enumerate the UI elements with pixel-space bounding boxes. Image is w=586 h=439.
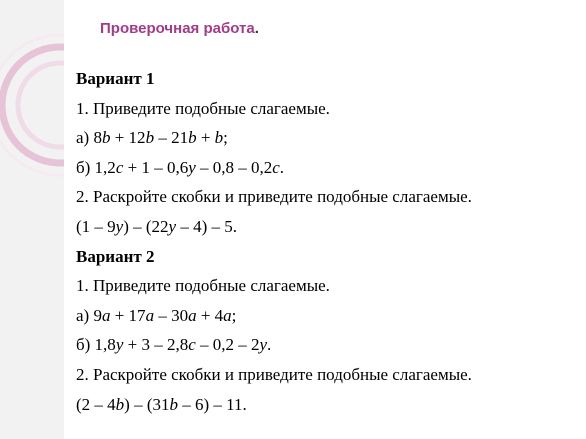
variant-1-task-1b: б) 1,2c + 1 – 0,6y – 0,8 – 0,2c. xyxy=(76,157,285,177)
slide-title-dot: . xyxy=(254,20,259,37)
variant-1-task-2: 2. Раскройте скобки и приведите подобные слагаемые. xyxy=(76,187,472,207)
slide-title xyxy=(100,20,259,37)
variant-2-task-2-expression: (2 – 4b) – (31b – 6) – 11. xyxy=(76,394,247,414)
slide-title-text: Проверочная работа xyxy=(100,20,255,37)
variant-1-task-2-expression: (1 – 9y) – (22y – 4) – 5. xyxy=(76,216,238,236)
variant-2-task-1a: а) 9a + 17a – 30a + 4a; xyxy=(76,305,237,325)
variant-2-task-1: 1. Приведите подобные слагаемые. xyxy=(76,276,330,296)
variant-1-task-1: 1. Приведите подобные слагаемые. xyxy=(76,98,330,118)
decorative-circles xyxy=(0,0,64,439)
variant-1-task-1a: а) 8b + 12b – 21b + b; xyxy=(76,128,228,148)
variant-2-task-2: 2. Раскройте скобки и приведите подобные слагаемые. xyxy=(76,364,472,384)
worksheet-content xyxy=(76,64,576,419)
variant-1-heading: Вариант 1 xyxy=(76,69,155,88)
variant-2-heading: Вариант 2 xyxy=(76,246,155,266)
variant-2-task-1b: б) 1,8y + 3 – 2,8c – 0,2 – 2y. xyxy=(76,335,272,355)
